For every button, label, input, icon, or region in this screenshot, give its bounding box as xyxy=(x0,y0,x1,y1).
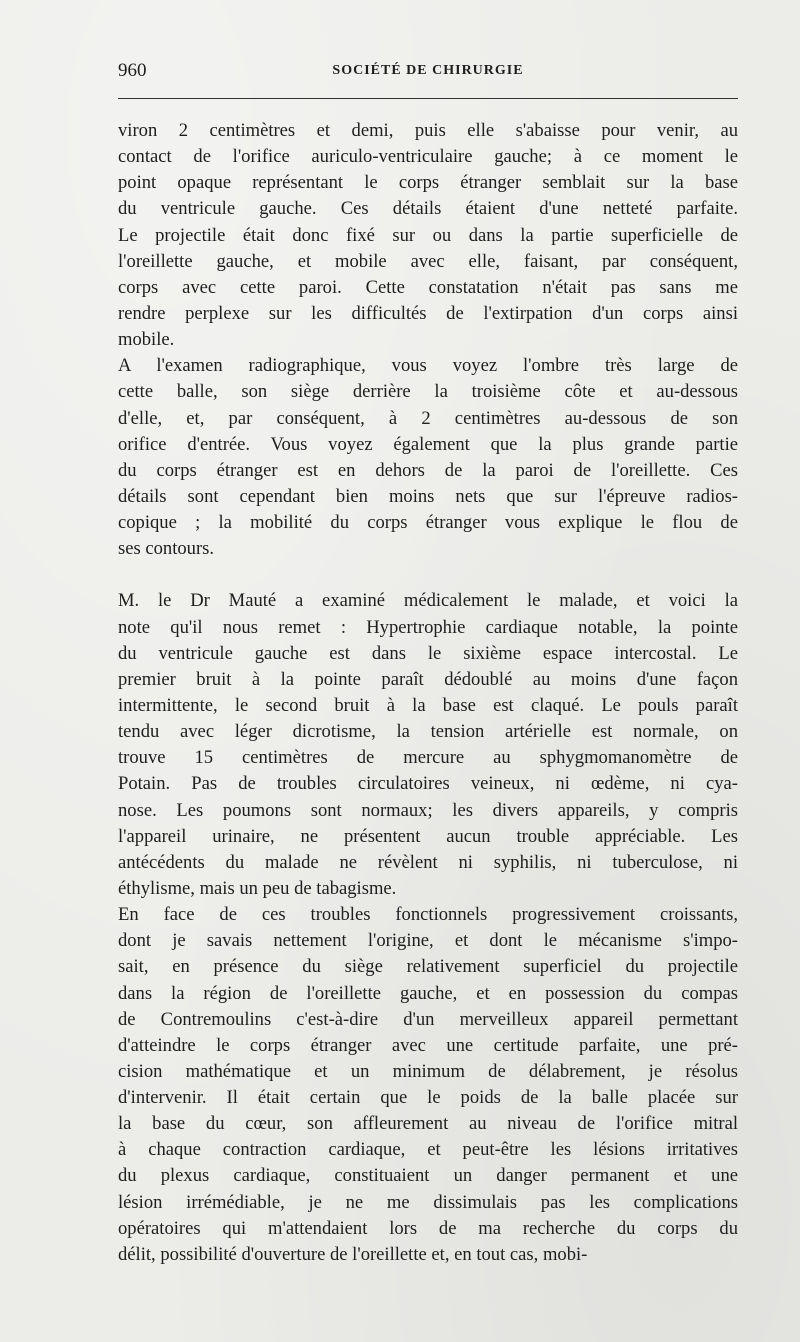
text-line: dans la région de l'oreillette gauche, et en possession du compas xyxy=(118,982,738,1004)
text-line: trouve 15 centimètres de mercure au sphygmomanomètre de xyxy=(118,747,738,769)
paragraph xyxy=(118,118,738,353)
text-line: mobile. xyxy=(118,329,175,351)
text-line: la base du cœur, son affleurement au niveau de l'orifice mitral xyxy=(118,1113,738,1135)
text-line: éthylisme, mais un peu de tabagisme. xyxy=(118,877,397,899)
text-line: orifice d'entrée. Vous voyez également que la plus grande partie xyxy=(118,433,738,455)
header-rule xyxy=(118,98,738,99)
text-line: du corps étranger est en dehors de la paroi de l'oreillette. Ces xyxy=(118,459,738,481)
page-header xyxy=(118,60,738,90)
paragraphs xyxy=(118,118,738,1268)
text-line: dont je savais nettement l'origine, et dont le mécanisme s'impo- xyxy=(118,930,738,952)
running-title: SOCIÉTÉ DE CHIRURGIE xyxy=(332,63,524,78)
text-line: point opaque représentant le corps étranger semblait sur la base xyxy=(118,172,738,194)
text-line: nose. Les poumons sont normaux; les divers appareils, y compris xyxy=(118,799,738,821)
text-line: sait, en présence du siège relativement superficiel du projectile xyxy=(118,956,738,978)
paragraph xyxy=(118,902,738,1268)
paragraph-gap xyxy=(118,562,738,588)
text-line: cision mathématique et un minimum de délabrement, je résolus xyxy=(118,1060,738,1082)
text-line: l'appareil urinaire, ne présentent aucun trouble appréciable. Les xyxy=(118,825,738,847)
paragraph xyxy=(118,588,738,902)
text-line: l'oreillette gauche, et mobile avec elle, faisant, par conséquent, xyxy=(118,250,738,272)
paragraph xyxy=(118,353,738,562)
text-line: à chaque contraction cardiaque, et peut-être les lésions irritatives xyxy=(118,1139,738,1161)
text-line: tendu avec léger dicrotisme, la tension artérielle est normale, on xyxy=(118,721,738,743)
text-line: du ventricule gauche est dans le sixième espace intercostal. Le xyxy=(118,642,738,664)
text-line: opératoires qui m'attendaient lors de ma recherche du corps du xyxy=(118,1217,738,1239)
text-line: ses contours. xyxy=(118,538,215,560)
text-line: du ventricule gauche. Ces détails étaient d'une netteté parfaite. xyxy=(118,198,738,220)
text-line: cette balle, son siège derrière la troisième côte et au-dessous xyxy=(118,381,738,403)
text-line: Le projectile était donc fixé sur ou dans la partie superficielle de xyxy=(118,224,738,246)
text-line: délit, possibilité d'ouverture de l'oreillette et, en tout cas, mobi- xyxy=(118,1243,588,1265)
text-line: d'elle, et, par conséquent, à 2 centimètres au-dessous de son xyxy=(118,407,738,429)
text-line: viron 2 centimètres et demi, puis elle s'abaisse pour venir, au xyxy=(118,120,738,141)
text-line: premier bruit à la pointe paraît dédoublé au moins d'une façon xyxy=(118,668,738,690)
text-line: corps avec cette paroi. Cette constatation n'était pas sans me xyxy=(118,276,738,298)
page-number: 960 xyxy=(118,60,147,81)
text-line: antécédents du malade ne révèlent ni syphilis, ni tuberculose, ni xyxy=(118,851,738,873)
text-line: intermittente, le second bruit à la base est claqué. Le pouls paraît xyxy=(118,694,738,716)
text-line: A l'examen radiographique, vous voyez l'ombre très large de xyxy=(118,355,738,377)
body-text xyxy=(118,118,738,1268)
text-line: M. le Dr Mauté a examiné médicalement le malade, et voici la xyxy=(118,590,738,612)
text-line: du plexus cardiaque, constituaient un danger permanent et une xyxy=(118,1165,738,1187)
text-line: de Contremoulins c'est-à-dire d'un merveilleux appareil permettant xyxy=(118,1008,738,1030)
text-line: Potain. Pas de troubles circulatoires veineux, ni œdème, ni cya- xyxy=(118,773,738,795)
text-line: lésion irrémédiable, je ne me dissimulais pas les complications xyxy=(118,1191,738,1213)
text-line: note qu'il nous remet : Hypertrophie cardiaque notable, la pointe xyxy=(118,616,738,638)
text-line: rendre perplexe sur les difficultés de l'extirpation d'un corps ainsi xyxy=(118,302,738,324)
text-line: contact de l'orifice auriculo-ventriculaire gauche; à ce moment le xyxy=(118,146,738,168)
text-line: d'atteindre le corps étranger avec une certitude parfaite, une pré- xyxy=(118,1034,738,1056)
text-line: d'intervenir. Il était certain que le poids de la balle placée sur xyxy=(118,1087,738,1109)
text-line: copique ; la mobilité du corps étranger vous explique le flou de xyxy=(118,512,738,534)
text-line: En face de ces troubles fonctionnels progressivement croissants, xyxy=(118,904,738,926)
text-line: détails sont cependant bien moins nets que sur l'épreuve radios- xyxy=(118,485,738,507)
